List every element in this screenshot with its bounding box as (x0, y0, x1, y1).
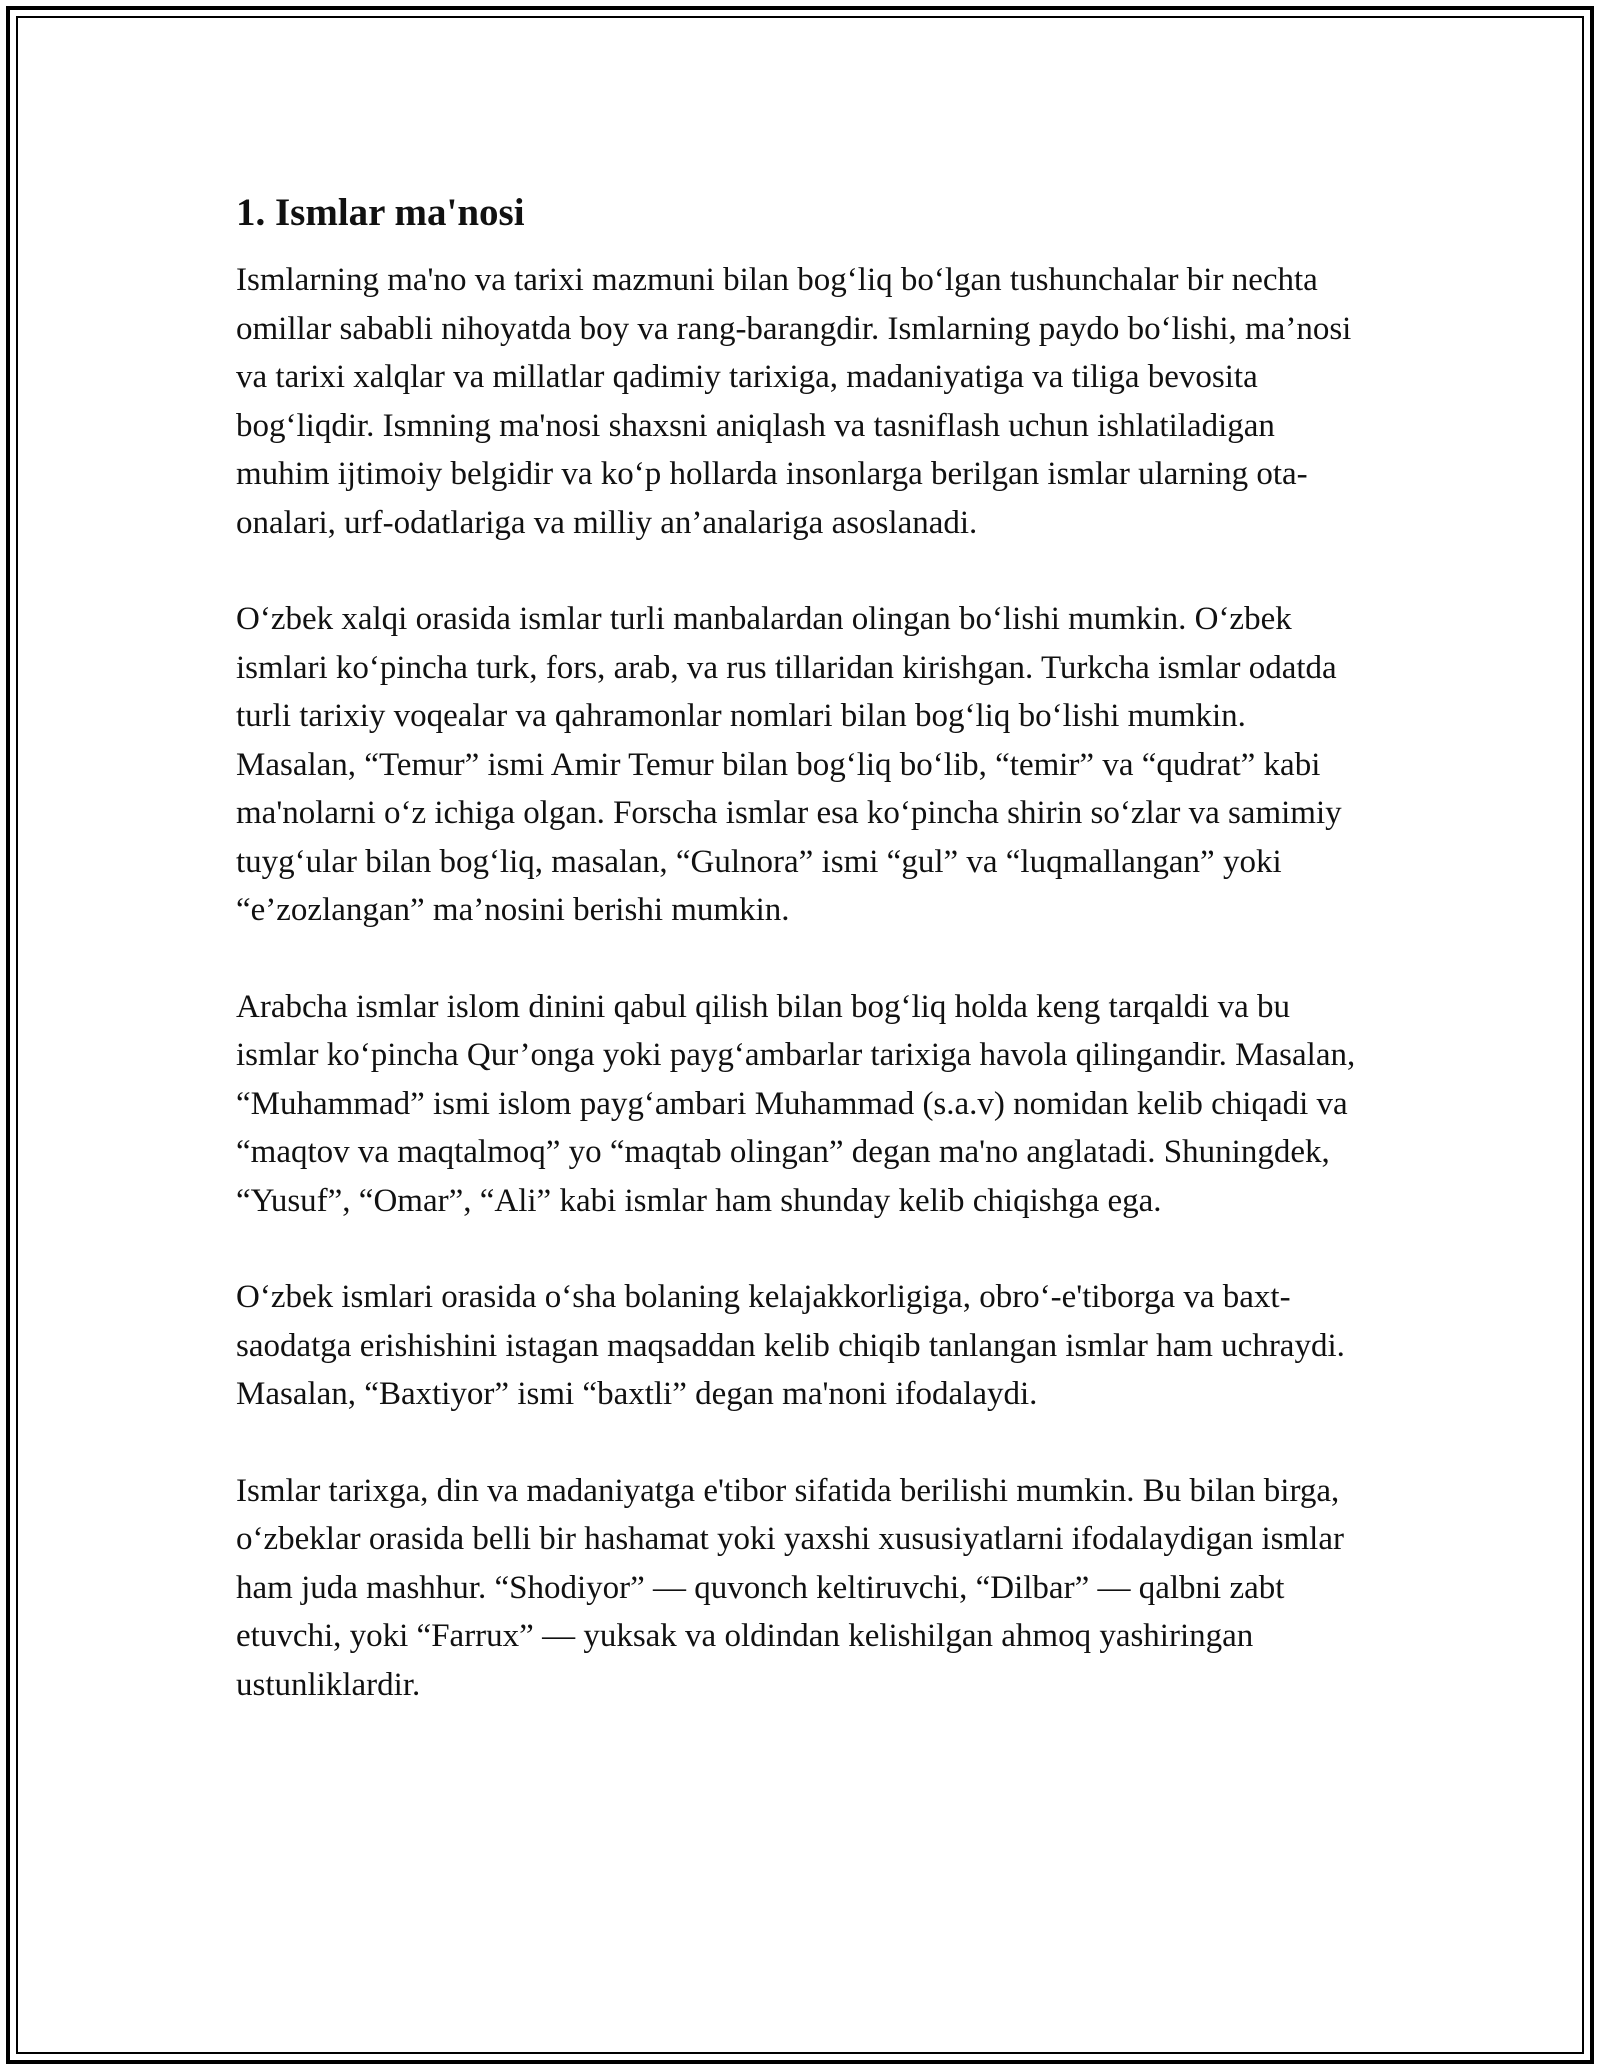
section-heading: 1. Ismlar ma'nosi (236, 191, 525, 234)
paragraph-2: O‘zbek xalqi orasida ismlar turli manbalardan olingan bo‘lishi mumkin. O‘zbek ismlari ko‘pincha turk, fors, arab, va rus tillaridan kirishgan. Turkcha ismlar odatda turli tarixiy voqealar va qahramonlar nomlari bilan bog‘liq bo‘lishi mumkin. Masalan, “Temur” ismi Amir Temur bilan bog‘liq bo‘lib, “temir” va “qudrat” kabi ma'nolarni o‘z ichiga olgan. Forscha ismlar esa ko‘pincha shirin so‘zlar va samimiy tuyg‘ular bilan bog‘liq, masalan, “Gulnora” ismi “gul” va “luqmallangan” yoki “e’zozlangan” ma’nosini berishi mumkin. (236, 601, 1342, 928)
paragraph-5: Ismlar tarixga, din va madaniyatga e'tibor sifatida berilishi mumkin. Bu bilan birga, o‘zbeklar orasida belli bir hashamat yoki yaxshi xususiyatlarni ifodalaydigan ismlar ham juda mashhur. “Shodiyor” — quvonch keltiruvchi, “Dilbar” — qalbni zabt etuvchi, yoki “Farrux” — yuksak va oldindan kelishilgan ahmoq yashiringan ustunliklardir. (236, 1472, 1344, 1703)
paragraph-1: Ismlarning ma'no va tarixi mazmuni bilan bog‘liq bo‘lgan tushunchalar bir nechta omillar sababli nihoyatda boy va rang-barangdir. Ismlarning paydo bo‘lishi, ma’nosi va tarixi xalqlar va millatlar qadimiy tarixiga, madaniyatiga va tiliga bevosita bog‘liqdir. Ismning ma'nosi shaxsni aniqlash va tasniflash uchun ishlatiladigan muhim ijtimoiy belgidir va ko‘p hollarda insonlarga berilgan ismlar ularning ota-onalari, urf-odatlariga va milliy an’analariga asoslanadi. (236, 262, 1352, 541)
document-body (236, 184, 1370, 1757)
paragraph-4: O‘zbek ismlari orasida o‘sha bolaning kelajakkorligiga, obro‘-e'tiborga va baxt-saodatga erishishini istagan maqsaddan kelib chiqib tanlangan ismlar ham uchraydi. Masalan, “Baxtiyor” ismi “baxtli” degan ma'noni ifodalaydi. (236, 1279, 1345, 1412)
paragraph-3: Arabcha ismlar islom dinini qabul qilish bilan bog‘liq holda keng tarqaldi va bu ismlar ko‘pincha Qur’onga yoki payg‘ambarlar tarixiga havola qilingandir. Masalan, “Muhammad” ismi islom payg‘ambari Muhammad (s.a.v) nomidan kelib chiqadi va “maqtov va maqtalmoq” yo “maqtab olingan” degan ma'no anglatadi. Shuningdek, “Yusuf”, “Omar”, “Ali” kabi ismlar ham shunday kelib chiqishga ega. (236, 988, 1356, 1219)
